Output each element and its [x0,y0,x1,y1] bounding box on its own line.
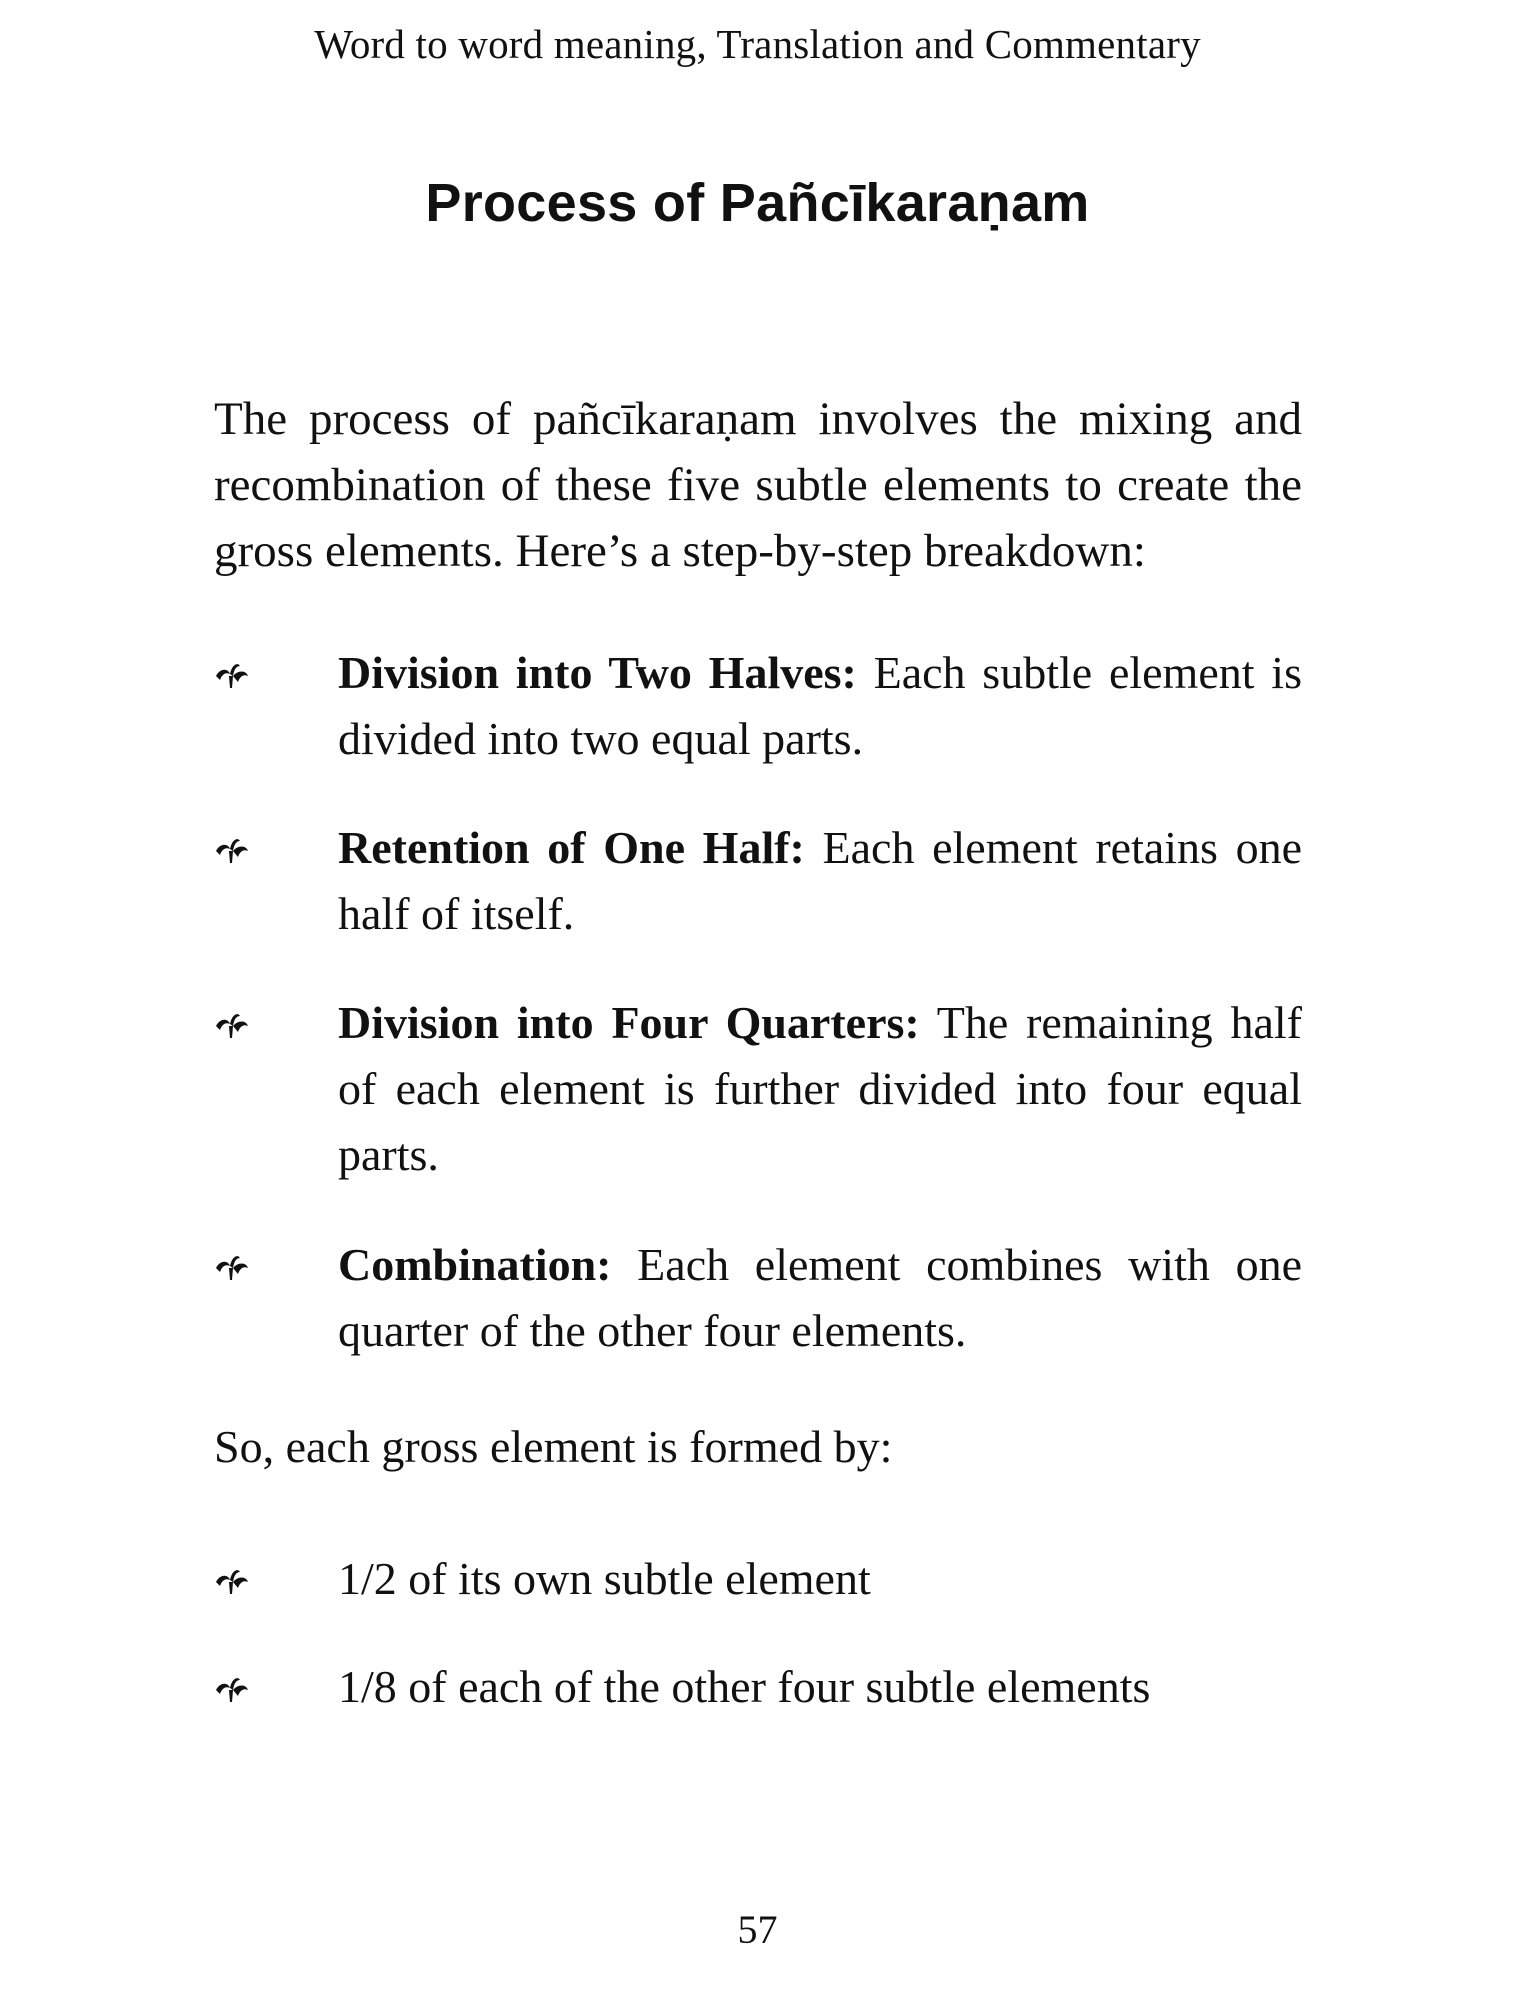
fleuron-icon [214,1232,338,1282]
composition-text: 1/8 of each of the other four subtle elements [338,1661,1151,1712]
step-item-retention [214,815,1302,947]
step-description: Each element retains one half of itself. [338,822,1303,939]
page-number: 57 [737,1907,778,1952]
fleuron-icon [214,815,338,865]
fleuron-icon [214,990,338,1040]
step-description: The remaining half of each element is further divided into four equal parts. [338,997,1302,1180]
step-text [338,640,1302,772]
step-term: Division into Four Quarters: [338,997,920,1048]
step-description: Each subtle element is divided into two equal parts. [338,647,1302,764]
step-text [338,815,1302,947]
composition-item-own-half [214,1546,1302,1612]
composition-item-other-eighths [214,1654,1302,1720]
step-description: Each element combines with one quarter of the other four elements. [338,1239,1302,1356]
step-text [338,1232,1302,1364]
step-term: Division into Two Halves: [338,647,857,698]
step-term: Combination: [338,1239,612,1290]
running-header: Word to word meaning, Translation and Commentary [314,21,1201,67]
step-text [338,990,1302,1188]
step-item-division-halves [214,640,1302,772]
step-term: Retention of One Half: [338,822,805,873]
step-item-combination [214,1232,1302,1364]
fleuron-icon [214,1654,338,1704]
composition-text: 1/2 of its own subtle element [338,1553,871,1604]
summary-line: So, each gross element is formed by: [214,1421,893,1472]
fleuron-icon [214,640,338,690]
page-title: Process of Pañcīkaraṇam [425,173,1090,233]
step-item-division-quarters [214,990,1302,1188]
fleuron-icon [214,1546,338,1596]
intro-paragraph: The process of pañcīkaraṇam involves the mixing and recombination of these five subtle elements to create the gross elements. Here’s a step-by-step breakdown: [214,393,1302,577]
